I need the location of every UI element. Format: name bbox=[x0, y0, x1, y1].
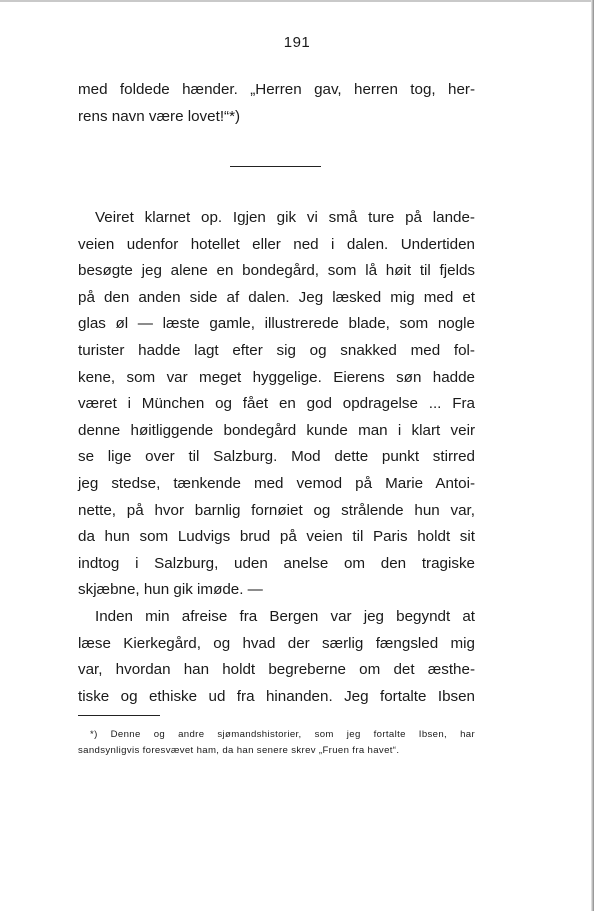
footnote-line: sandsynligvis foresvævet ham, da han senere skrev „Fruen fra havet“. bbox=[78, 745, 400, 756]
body-text bbox=[78, 205, 475, 710]
text-line: veien udenfor hotellet eller ned i dalen. Undertiden bbox=[78, 235, 475, 253]
text-line: da hun som Ludvigs brud på veien til Paris holdt sit bbox=[78, 528, 475, 546]
text-line: med foldede hænder. „Herren gav, herren tog, her- bbox=[78, 81, 475, 98]
text-line: var, hvordan han holdt begreberne om det æsthe- bbox=[78, 661, 475, 679]
text-line: kene, som var meget hyggelige. Eierens søn hadde bbox=[78, 368, 475, 386]
text-line: besøgte jeg alene en bondegård, som lå høit til fjelds bbox=[78, 262, 475, 280]
text-line: været i München og fået en god opdragelse ... Fra bbox=[78, 395, 475, 413]
text-line: se lige over til Salzburg. Mod dette punkt stirred bbox=[78, 448, 475, 466]
text-line: tiske og ethiske ud fra hinanden. Jeg fortalte Ibsen bbox=[78, 687, 475, 705]
text-line: indtog i Salzburg, uden anelse om den tragiske bbox=[78, 554, 475, 572]
paragraph-1 bbox=[78, 205, 475, 604]
page-number: 191 bbox=[283, 34, 311, 51]
paragraph-2 bbox=[78, 604, 475, 710]
text-line: Inden min afreise fra Bergen var jeg begyndt at bbox=[95, 607, 475, 625]
footnote bbox=[78, 727, 475, 759]
opening-text bbox=[78, 77, 475, 130]
text-line: Veiret klarnet op. Igjen gik vi små ture på lande- bbox=[95, 209, 475, 226]
text-line: glas øl — læste gamle, illustrerede blade, som nogle bbox=[78, 315, 475, 333]
text-line: rens navn være lovet!“*) bbox=[78, 107, 241, 125]
text-line: læse Kierkegård, og hvad der særlig fængsled mig bbox=[78, 634, 475, 652]
text-line: turister hadde lagt efter sig og snakked med fol- bbox=[78, 341, 475, 359]
section-divider bbox=[230, 166, 321, 167]
text-line: jeg stedse, tænkende med vemod på Marie Antoi- bbox=[78, 474, 475, 492]
text-line: nette, på hvor barnlig fornøiet og strålende hun var, bbox=[78, 501, 475, 519]
footnote-line: *) Denne og andre sjømandshistorier, som jeg fortalte Ibsen, har bbox=[90, 729, 475, 740]
text-line: skjæbne, hun gik imøde. — bbox=[78, 581, 263, 599]
footnote-divider bbox=[78, 715, 160, 716]
text-line: på den anden side af dalen. Jeg læsked mig med et bbox=[78, 288, 475, 306]
page-top-edge bbox=[0, 0, 594, 2]
text-line: denne høitliggende bondegård kunde man i klart veir bbox=[78, 421, 475, 439]
